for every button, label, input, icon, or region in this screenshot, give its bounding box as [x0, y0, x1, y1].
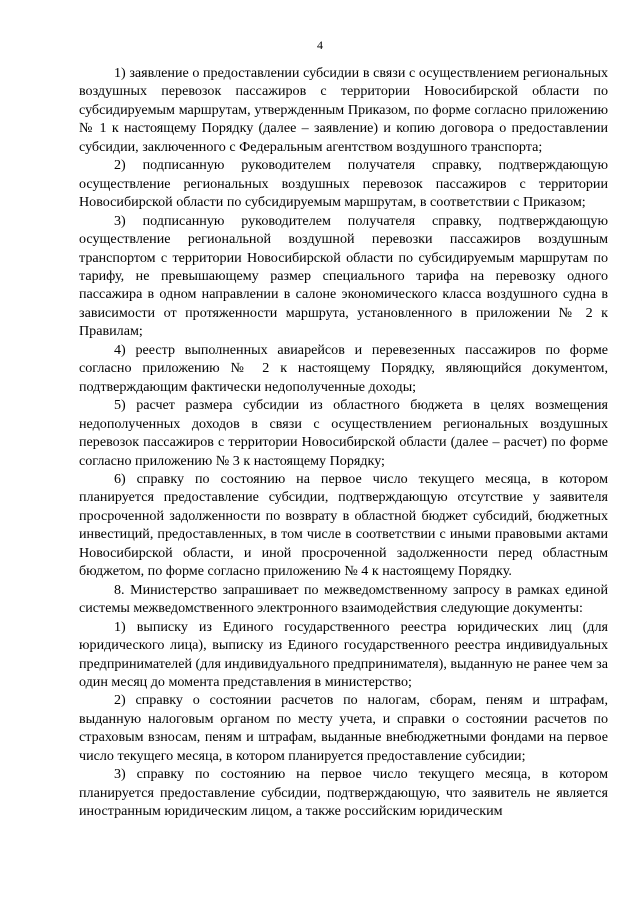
paragraph-item-2: 2) подписанную руководителем получателя справку, подтверждающую осуществление региональных воздушных перевозок пассажиров с территории Новосибирской области по субсидируемым маршрутам, в соответствии с Приказом; [79, 157, 608, 211]
paragraph-item-4: 4) реестр выполненных авиарейсов и перевезенных пассажиров по форме согласно приложению № 2 к настоящему Порядку, являющийся документом, подтверждающим фактически недополученные доходы; [79, 341, 608, 395]
paragraph-item-6: 6) справку по состоянию на первое число текущего месяца, в котором планируется предоставление субсидии, подтверждающую отсутствие у заявителя просроченной задолженности по возврату в областной бюджет субсидий, бюджетных инвестиций, предоставленных, в том числе в соответствии с иными правовыми актами Новосибирской области, и иной просроченной задолженности перед областным бюджетом, по форме согласно приложению № 4 к настоящему Порядку. [79, 470, 608, 580]
page-number: 4 [317, 38, 323, 52]
document-body [79, 64, 608, 821]
paragraph-clause-8: 8. Министерство запрашивает по межведомственному запросу в рамках единой системы межведомственного электронного взаимодействия следующие документы: [79, 581, 608, 617]
paragraph-subitem-1: 1) выписку из Единого государственного реестра юридических лиц (для юридического лица), выписку из Единого государственного реестра индивидуальных предпринимателей (для индивидуального предпринимателя), выданную не ранее чем за один месяц до момента представления в министерство; [79, 618, 608, 690]
paragraph-item-5: 5) расчет размера субсидии из областного бюджета в целях возмещения недополученных доходов в связи с осуществлением региональных воздушных перевозок пассажиров с территории Новосибирской области (далее – расчет) по форме согласно приложению № 3 к настоящему Порядку; [79, 397, 608, 469]
paragraph-subitem-2: 2) справку о состоянии расчетов по налогам, сборам, пеням и штрафам, выданную налоговым органом по месту учета, и справки о состоянии расчетов по страховым взносам, пеням и штрафам, выданные внебюджетными фондами на первое число текущего месяца, в котором планируется предоставление субсидии; [79, 692, 608, 764]
paragraph-subitem-3: 3) справку по состоянию на первое число текущего месяца, в котором планируется предоставление субсидии, подтверждающую, что заявитель не является иностранным юридическим лицом, а также российским юридическим [79, 766, 608, 820]
paragraph-item-3: 3) подписанную руководителем получателя справку, подтверждающую осуществление региональной воздушной перевозки пассажиров воздушным транспортом с территории Новосибирской области по субсидируемым маршрутам по тарифу, не превышающему размер специального тарифа на перевозку одного пассажира в одном направлении в салоне экономического класса воздушного судна в зависимости от протяженности маршрута, установленного в приложении № 2 к Правилам; [79, 212, 608, 340]
paragraph-item-1: 1) заявление о предоставлении субсидии в связи с осуществлением региональных воздушных перевозок пассажиров с территории Новосибирской области по субсидируемым маршрутам, утвержденным Приказом, по форме согласно приложению № 1 к настоящему Порядку (далее – заявление) и копию договора о предоставлении субсидии, заключенного с Федеральным агентством воздушного транспорта; [79, 65, 608, 155]
